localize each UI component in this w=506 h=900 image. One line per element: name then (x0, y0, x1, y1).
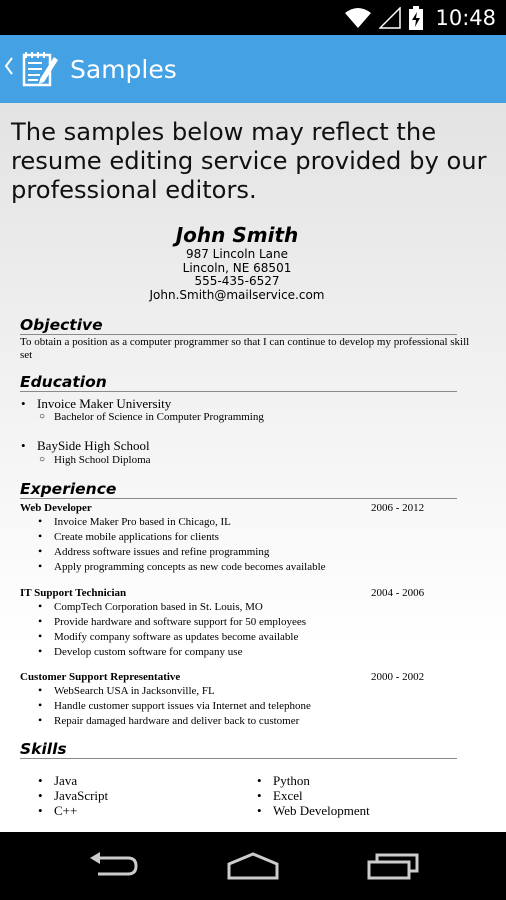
job-bullet: • Handle customer support issues via Internet and telephone (38, 698, 311, 712)
contact-phone: 555-435-6527 (194, 274, 280, 288)
job-title: IT Support Technician (20, 587, 127, 599)
skill-item: • JavaScript (38, 788, 109, 803)
job-years: 2004 - 2006 (371, 587, 425, 599)
contact-address: 987 Lincoln Lane (185, 247, 289, 261)
objective-text: To obtain a position as a computer programmer so that I can continue to develop my professional skill set (20, 336, 470, 361)
job-bullet: • Create mobile applications for clients (38, 529, 219, 543)
resume-name: John Smith (175, 223, 299, 247)
wifi-icon (345, 7, 371, 29)
page-title: Samples (70, 54, 177, 84)
skill-item: • Java (38, 773, 78, 788)
skill-item: • Web Development (257, 803, 370, 818)
objective-heading: Objective (20, 317, 457, 335)
school-item: • BaySide High School (21, 438, 150, 453)
navigation-bar (0, 832, 506, 900)
back-icon (88, 852, 138, 880)
school-item: • Invoice Maker University (21, 396, 172, 411)
job-bullet: • WebSearch USA in Jacksonville, FL (38, 683, 215, 697)
job-bullet: • Invoice Maker Pro based in Chicago, IL (38, 514, 231, 528)
up-caret-icon[interactable] (4, 56, 16, 82)
action-bar (0, 35, 506, 103)
recents-icon (367, 852, 419, 880)
job-bullet: • Provide hardware and software support for 50 employees (38, 614, 307, 628)
back-button[interactable] (83, 846, 143, 886)
job-bullet: • Address software issues and refine programming (38, 544, 270, 558)
notepad-pencil-icon[interactable] (20, 49, 60, 89)
skills-heading: Skills (20, 741, 457, 759)
battery-charging-icon (409, 6, 423, 30)
contact-city: Lincoln, NE 68501 (182, 261, 292, 275)
resume-sample (0, 103, 506, 832)
contact-email: John.Smith@mailservice.com (149, 288, 325, 302)
job-title: Customer Support Representative (20, 671, 181, 683)
school-detail: ○ High School Diploma (39, 454, 151, 466)
skill-item: • Excel (257, 788, 303, 803)
job-bullet: • CompTech Corporation based in St. Louis, MO (38, 599, 263, 613)
experience-heading: Experience (20, 481, 457, 499)
status-bar (0, 0, 506, 35)
skill-item: • Python (257, 773, 310, 788)
job-title: Web Developer (20, 502, 92, 514)
content-area[interactable] (0, 103, 506, 832)
status-icons (345, 0, 496, 35)
clock: 10:48 (435, 5, 496, 30)
intro-text: The samples below may reflect the resume editing service provided by our professional editors. (11, 118, 487, 204)
job-bullet: • Modify company software as updates become available (38, 629, 299, 643)
school-detail: ○ Bachelor of Science in Computer Programming (39, 411, 264, 423)
job-bullet: • Repair damaged hardware and deliver back to customer (38, 713, 300, 727)
job-bullet: • Develop custom software for company use (38, 644, 243, 658)
home-icon (225, 852, 281, 880)
job-bullet: • Apply programming concepts as new code becomes available (38, 559, 326, 573)
home-button[interactable] (223, 846, 283, 886)
recents-button[interactable] (363, 846, 423, 886)
education-heading: Education (20, 374, 457, 392)
job-years: 2006 - 2012 (371, 502, 425, 514)
signal-icon (379, 7, 401, 29)
skill-item: • C++ (38, 803, 78, 818)
job-years: 2000 - 2002 (371, 671, 425, 683)
